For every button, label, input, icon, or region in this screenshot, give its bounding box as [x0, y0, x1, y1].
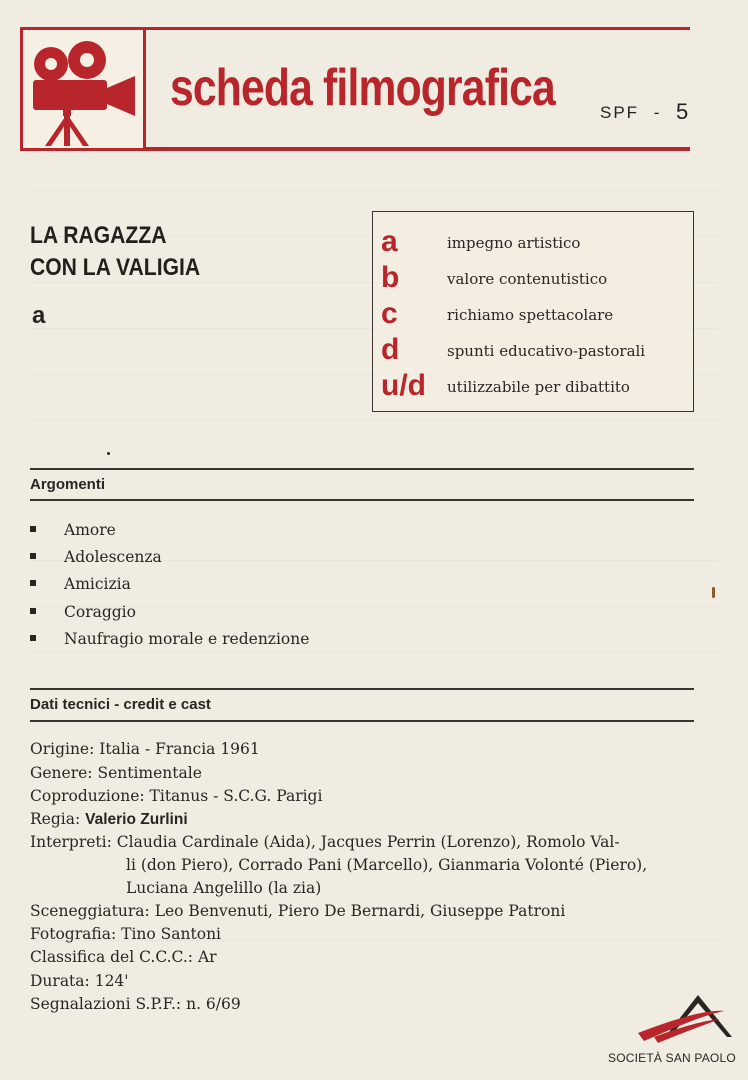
field-label: Classifica del C.C.C.:	[30, 948, 194, 966]
tech-fotografia	[30, 925, 221, 943]
list-item	[30, 575, 131, 597]
divider	[30, 499, 694, 501]
tech-sceneggiatura	[30, 902, 565, 920]
tech-durata	[30, 972, 129, 990]
list-item	[30, 603, 136, 625]
film-camera-icon	[23, 30, 143, 148]
legend-letter: d	[381, 333, 400, 366]
field-label: Interpreti:	[30, 833, 112, 851]
tech-interpreti-cont: Luciana Angelillo (la zia)	[126, 879, 322, 897]
tech-interpreti	[30, 833, 620, 851]
field-label: Genere:	[30, 764, 93, 782]
header-title: scheda filmografica	[170, 59, 555, 117]
tech-genere	[30, 764, 202, 782]
topic-label: Amicizia	[64, 575, 131, 593]
list-item	[30, 548, 162, 570]
bullet-icon	[30, 526, 36, 532]
field-label: Sceneggiatura:	[30, 902, 150, 920]
series-code	[600, 103, 661, 123]
series-code-dash: -	[653, 103, 662, 122]
topic-label: Amore	[64, 521, 116, 539]
bullet-icon	[30, 553, 36, 559]
film-title-line: LA RAGAZZA	[30, 222, 167, 249]
field-value: Claudia Cardinale (Aida), Jacques Perrin (Lorenzo), Romolo Val-	[116, 833, 620, 851]
legend-text: valore contenutistico	[447, 270, 608, 288]
field-value: 124'	[94, 972, 129, 990]
tech-origine	[30, 740, 260, 758]
legend-text: utilizzabile per dibattito	[447, 378, 630, 396]
series-logo	[20, 27, 146, 151]
legend-row	[373, 333, 693, 371]
list-item	[30, 630, 309, 652]
tech-classifica	[30, 948, 217, 966]
field-label: Segnalazioni S.P.F.:	[30, 995, 182, 1013]
field-label: Fotografia:	[30, 925, 117, 943]
section-heading-argomenti: Argomenti	[30, 476, 105, 493]
publisher-name: SOCIETÀ SAN PAOLO	[608, 1051, 736, 1065]
field-value: n. 6/69	[186, 995, 241, 1013]
legend-row	[373, 369, 693, 407]
field-value: Valerio Zurlini	[85, 811, 188, 828]
ink-speck	[712, 587, 715, 598]
topic-label: Adolescenza	[64, 548, 162, 566]
header-rule-top	[146, 27, 690, 30]
header-rule-bottom	[146, 147, 690, 151]
rating-legend	[372, 211, 694, 412]
bullet-icon	[30, 608, 36, 614]
divider	[30, 468, 694, 470]
section-heading-tech: Dati tecnici - credit e cast	[30, 696, 211, 713]
field-value: Titanus - S.C.G. Parigi	[149, 787, 323, 805]
bullet-icon	[30, 580, 36, 586]
legend-letter: a	[381, 225, 398, 258]
field-value: Sentimentale	[97, 764, 202, 782]
topic-label: Coraggio	[64, 603, 136, 621]
field-value: Tino Santoni	[121, 925, 222, 943]
list-item	[30, 521, 116, 543]
field-value: Ar	[197, 948, 217, 966]
film-grade: a	[32, 302, 46, 329]
legend-row	[373, 261, 693, 299]
field-label: Regia:	[30, 810, 81, 828]
legend-letter: u/d	[381, 369, 426, 402]
legend-text: spunti educativo-pastorali	[447, 342, 646, 360]
legend-text: richiamo spettacolare	[447, 306, 614, 324]
field-value: Italia - Francia 1961	[99, 740, 260, 758]
field-label: Durata:	[30, 972, 90, 990]
tech-regia	[30, 810, 188, 829]
tech-interpreti-cont: li (don Piero), Corrado Pani (Marcello), Gianmaria Volonté (Piero),	[126, 856, 648, 874]
san-paolo-logo-icon	[634, 993, 738, 1045]
tech-segnalazioni	[30, 995, 241, 1013]
legend-letter: b	[381, 261, 400, 294]
legend-text: impegno artistico	[447, 234, 581, 252]
sheet-number: 5	[676, 99, 689, 124]
legend-letter: c	[381, 297, 398, 330]
topic-label: Naufragio morale e redenzione	[64, 630, 310, 648]
divider	[30, 688, 694, 690]
divider	[30, 720, 694, 722]
ink-speck	[107, 452, 110, 455]
field-label: Origine:	[30, 740, 95, 758]
legend-row	[373, 225, 693, 263]
series-code-text: SPF	[600, 103, 640, 122]
film-title-line: CON LA VALIGIA	[30, 254, 201, 281]
bullet-icon	[30, 635, 36, 641]
field-label: Coproduzione:	[30, 787, 145, 805]
tech-coproduzione	[30, 787, 322, 805]
legend-row	[373, 297, 693, 335]
field-value: Leo Benvenuti, Piero De Bernardi, Giuseppe Patroni	[154, 902, 566, 920]
film-title	[30, 220, 200, 284]
